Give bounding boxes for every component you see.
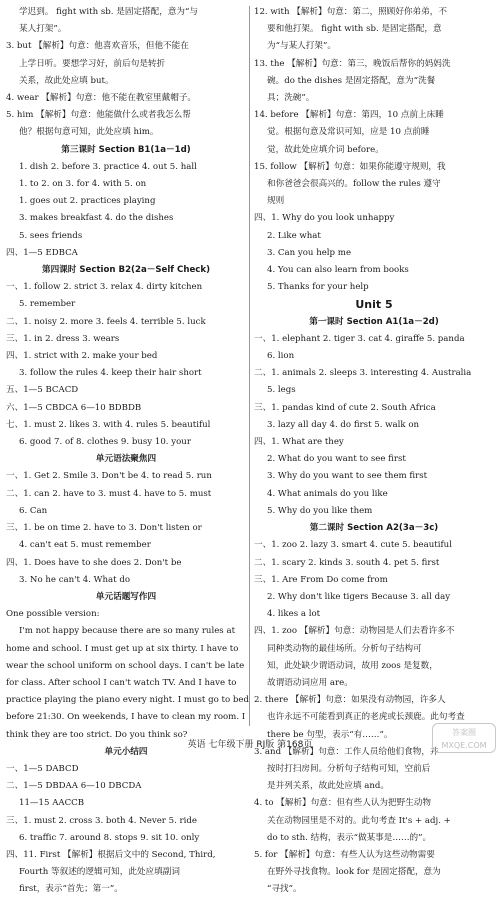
answer-line: 觉。根据句意及常识可知，应是 10 点前睡 xyxy=(267,127,430,138)
section-heading: 第三课时 Section B1(1a－1d) xyxy=(61,144,191,155)
answer-line: 3. lazy all day 4. do first 5. walk on xyxy=(267,419,420,430)
answer-line: before 21:30. On weekends, I have to clean my room. I xyxy=(6,712,246,723)
answer-line: 4. wear 【解析】句意：他不能在教室里戴帽子。 xyxy=(6,93,197,104)
answer-line: 1. goes out 2. practices playing xyxy=(19,196,156,207)
answer-line: 4. can't eat 5. must remember xyxy=(19,540,151,551)
page-footer: 英语 七年级下册 RJ版 第168页 xyxy=(187,740,313,750)
answer-line: 关系，故此处应填 but。 xyxy=(19,75,114,86)
answer-line: 四、1. zoo 【解析】句意：动物园是人们去看许多不 xyxy=(254,626,455,637)
answer-line: 四、1. strict with 2. make your bed xyxy=(6,351,158,362)
answer-line: 四、1—5 EDBCA xyxy=(6,247,78,258)
answer-line: 具；洗碗”。 xyxy=(267,93,315,104)
answer-line: there be 句型，表示“有……”。 xyxy=(267,729,393,740)
answer-line: for class. After school I can't watch TV. And I have to xyxy=(6,677,237,688)
section-heading: 单元小结四 xyxy=(104,746,148,757)
left-column xyxy=(6,4,249,899)
answer-line: 觉，故此处应填介词 before。 xyxy=(267,144,384,155)
answer-line: 3. makes breakfast 4. do the dishes xyxy=(19,213,174,224)
section-heading: Unit 5 xyxy=(355,298,393,312)
answer-line: 知，此处缺少谓语动词，故用 zoos 是复数， xyxy=(267,660,438,671)
answer-line: 2. Why don't like tigers Because 3. all day xyxy=(267,591,451,602)
answer-line: 上学日听。要想学习好，前后句是转折 xyxy=(19,58,166,69)
answer-line: 某人打架”。 xyxy=(19,24,67,35)
answer-line: 6. Can xyxy=(19,505,48,516)
answer-line: do to sth. 结构，表示“做某事是……的”。 xyxy=(267,832,432,843)
answer-line: 5. Why do you like them xyxy=(267,505,373,516)
answer-line: 3. but 【解析】句意：他喜欢音乐，但他不能在 xyxy=(6,41,189,52)
answer-line: practice playing the piano every night. I must go to bed xyxy=(6,695,249,706)
section-heading: 单元话题写作四 xyxy=(95,591,157,602)
answer-line: 4. to 【解析】句意：但有些人认为把野生动物 xyxy=(254,798,431,809)
answer-line: One possible version: xyxy=(6,609,100,620)
answer-line: 4. You can also learn from books xyxy=(267,265,409,276)
answer-line: 12. with 【解析】句意：第二，照顾好你弟弟，不 xyxy=(254,7,447,17)
answer-line: 6. traffic 7. around 8. stops 9. sit 10. only xyxy=(19,832,200,843)
answer-line: 5. for 【解析】句意：有些人认为这些动物需要 xyxy=(254,849,435,860)
answer-line: 一、1. Get 2. Smile 3. Don't be 4. to read 5. run xyxy=(6,471,212,482)
answer-line: 3. and 【解析】句意：工作人员给他们食物，并 xyxy=(254,746,439,757)
answer-line: first，表示“首先；第一”。 xyxy=(19,884,123,895)
answer-line: 和你爸爸会很高兴的。follow the rules 遵守 xyxy=(267,179,441,190)
answer-line: 碗。do the dishes 是固定搭配，意为“洗餐 xyxy=(267,75,436,86)
answer-line: “寻找”。 xyxy=(267,884,302,895)
answer-line: 为“与某人打架”。 xyxy=(267,41,336,52)
answer-line: 故谓语动词应用 are。 xyxy=(267,677,353,688)
answer-line: 四、1. What are they xyxy=(254,437,344,448)
answer-line: 3. Why do you want to see them first xyxy=(267,471,428,482)
answer-line: 七、1. must 2. likes 3. with 4. rules 5. beautiful xyxy=(6,419,211,430)
answer-line: 五、1—5 BCACD xyxy=(6,385,79,396)
answer-line: 一、1. elephant 2. tiger 3. cat 4. giraffe 5. panda xyxy=(254,333,465,344)
answer-line: 按时打扫房间。分析句子结构可知，空前后 xyxy=(267,763,431,774)
answer-line: 在野外寻找食物。look for 是固定搭配，意为 xyxy=(267,867,441,878)
answer-line: 二、1. animals 2. sleeps 3. interesting 4. Australia xyxy=(254,368,472,379)
right-column xyxy=(254,4,494,899)
answer-line: think they are too strict. Do you think so? xyxy=(6,729,188,740)
answer-line: I'm not happy because there are so many rules at xyxy=(19,626,236,637)
section-heading: 第一课时 Section A1(1a－2d) xyxy=(309,316,439,327)
answer-line: 3. Can you help me xyxy=(267,247,352,258)
answer-line: 13. the 【解析】句意：第三，晚饭后帮你的妈妈洗 xyxy=(254,58,451,69)
answer-line: wear the school uniform on school days. I can't be late xyxy=(6,660,245,671)
section-heading: 单元语法聚焦四 xyxy=(95,454,157,465)
column-divider xyxy=(249,6,250,726)
answer-line: home and school. I must get up at six thirty. I have to xyxy=(6,643,239,654)
answer-line: 一、1. zoo 2. lazy 3. smart 4. cute 5. beautiful xyxy=(254,540,452,551)
answer-line: 3. No he can't 4. What do xyxy=(19,574,131,585)
answer-line: 三、1. must 2. cross 3. both 4. Never 5. ride xyxy=(6,815,197,826)
answer-line: 三、1. be on time 2. have to 3. Don't listen or xyxy=(6,523,202,534)
answer-line: 二、1. noisy 2. more 3. feels 4. terrible 5. luck xyxy=(6,316,206,327)
answer-line: 二、1—5 DBDAA 6—10 DBCDA xyxy=(6,781,142,792)
answer-line: 1. dish 2. before 3. practice 4. out 5. hall xyxy=(19,161,197,172)
answer-line: 4. What animals do you like xyxy=(267,488,388,499)
answer-line: 2. there 【解析】句意：如果没有动物园，许多人 xyxy=(254,695,446,706)
answer-line: 5. remember xyxy=(19,299,76,310)
watermark-logo: 答案圈 MXQE.COM xyxy=(432,723,496,753)
answer-line: 也许永远不可能看到真正的老虎或长颈鹿。此句考查 xyxy=(267,712,465,723)
answer-line: 四、1. Why do you look unhappy xyxy=(254,213,395,224)
answer-line: 2. What do you want to see first xyxy=(267,454,406,465)
answer-line: 四、1. Does have to she does 2. Don't be xyxy=(6,557,182,568)
answer-line: 二、1. can 2. have to 3. must 4. have to 5. must xyxy=(6,488,212,499)
answer-line: Fourth 等叙述的逻辑可知，此处应填副词 xyxy=(19,867,180,878)
answer-line: 5. Thanks for your help xyxy=(267,282,369,293)
answer-line: 11—15 AACCB xyxy=(19,798,85,809)
answer-line: 一、1—5 DABCD xyxy=(6,763,79,774)
answer-line: 1. to 2. on 3. for 4. with 5. on xyxy=(19,179,147,190)
section-heading: 第四课时 Section B2(2a－Self Check) xyxy=(41,265,211,276)
answer-line: 学迟到。 fight with sb. 是固定搭配，意为“与 xyxy=(19,7,198,17)
answer-line: 是并列关系，故此处应填 and。 xyxy=(267,781,390,792)
section-heading: 第二课时 Section A2(3a－3c) xyxy=(309,523,439,534)
answer-line: 6. good 7. of 8. clothes 9. busy 10. your xyxy=(19,437,191,448)
answer-line: 同种类动物的最佳场所。分析句子结构可 xyxy=(267,643,422,654)
answer-line: 三、1. pandas kind of cute 2. South Africa xyxy=(254,402,436,413)
answer-line: 三、1. in 2. dress 3. wears xyxy=(6,333,120,344)
answer-line: 他？根据句意可知，此处应填 him。 xyxy=(19,127,159,138)
answer-line: 5. sees friends xyxy=(19,230,83,241)
answer-line: 二、1. scary 2. kinds 3. south 4. pet 5. first xyxy=(254,557,440,568)
answer-line: 4. likes a lot xyxy=(267,609,321,620)
answer-line: 3. follow the rules 4. keep their hair short xyxy=(19,368,202,379)
answer-line: 关在动物园里是不对的。此句考查 It's + adj. + xyxy=(267,815,451,826)
answer-line: 6. lion xyxy=(267,351,295,362)
answer-line: 5. legs xyxy=(267,385,296,396)
answer-line: 一、1. follow 2. strict 3. relax 4. dirty kitchen xyxy=(6,282,203,293)
answer-line: 规则 xyxy=(267,196,285,207)
answer-line: 5. him 【解析】句意：他能做什么或者我怎么帮 xyxy=(6,110,191,121)
answer-line: 四、11. First 【解析】根据后文中的 Second, Third, xyxy=(6,849,216,860)
answer-line: 六、1—5 CBDCA 6—10 BDBDB xyxy=(6,402,142,413)
answer-line: 15. follow 【解析】句意：如果你能遵守规则，我 xyxy=(254,161,446,172)
answer-line: 三、1. Are From Do come from xyxy=(254,574,388,585)
answer-line: 2. Like what xyxy=(267,230,321,241)
answer-line: 14. before 【解析】句意：第四，10 点前上床睡 xyxy=(254,110,444,121)
answer-line: 要和他打架。 fight with sb. 是固定搭配，意 xyxy=(267,24,442,35)
